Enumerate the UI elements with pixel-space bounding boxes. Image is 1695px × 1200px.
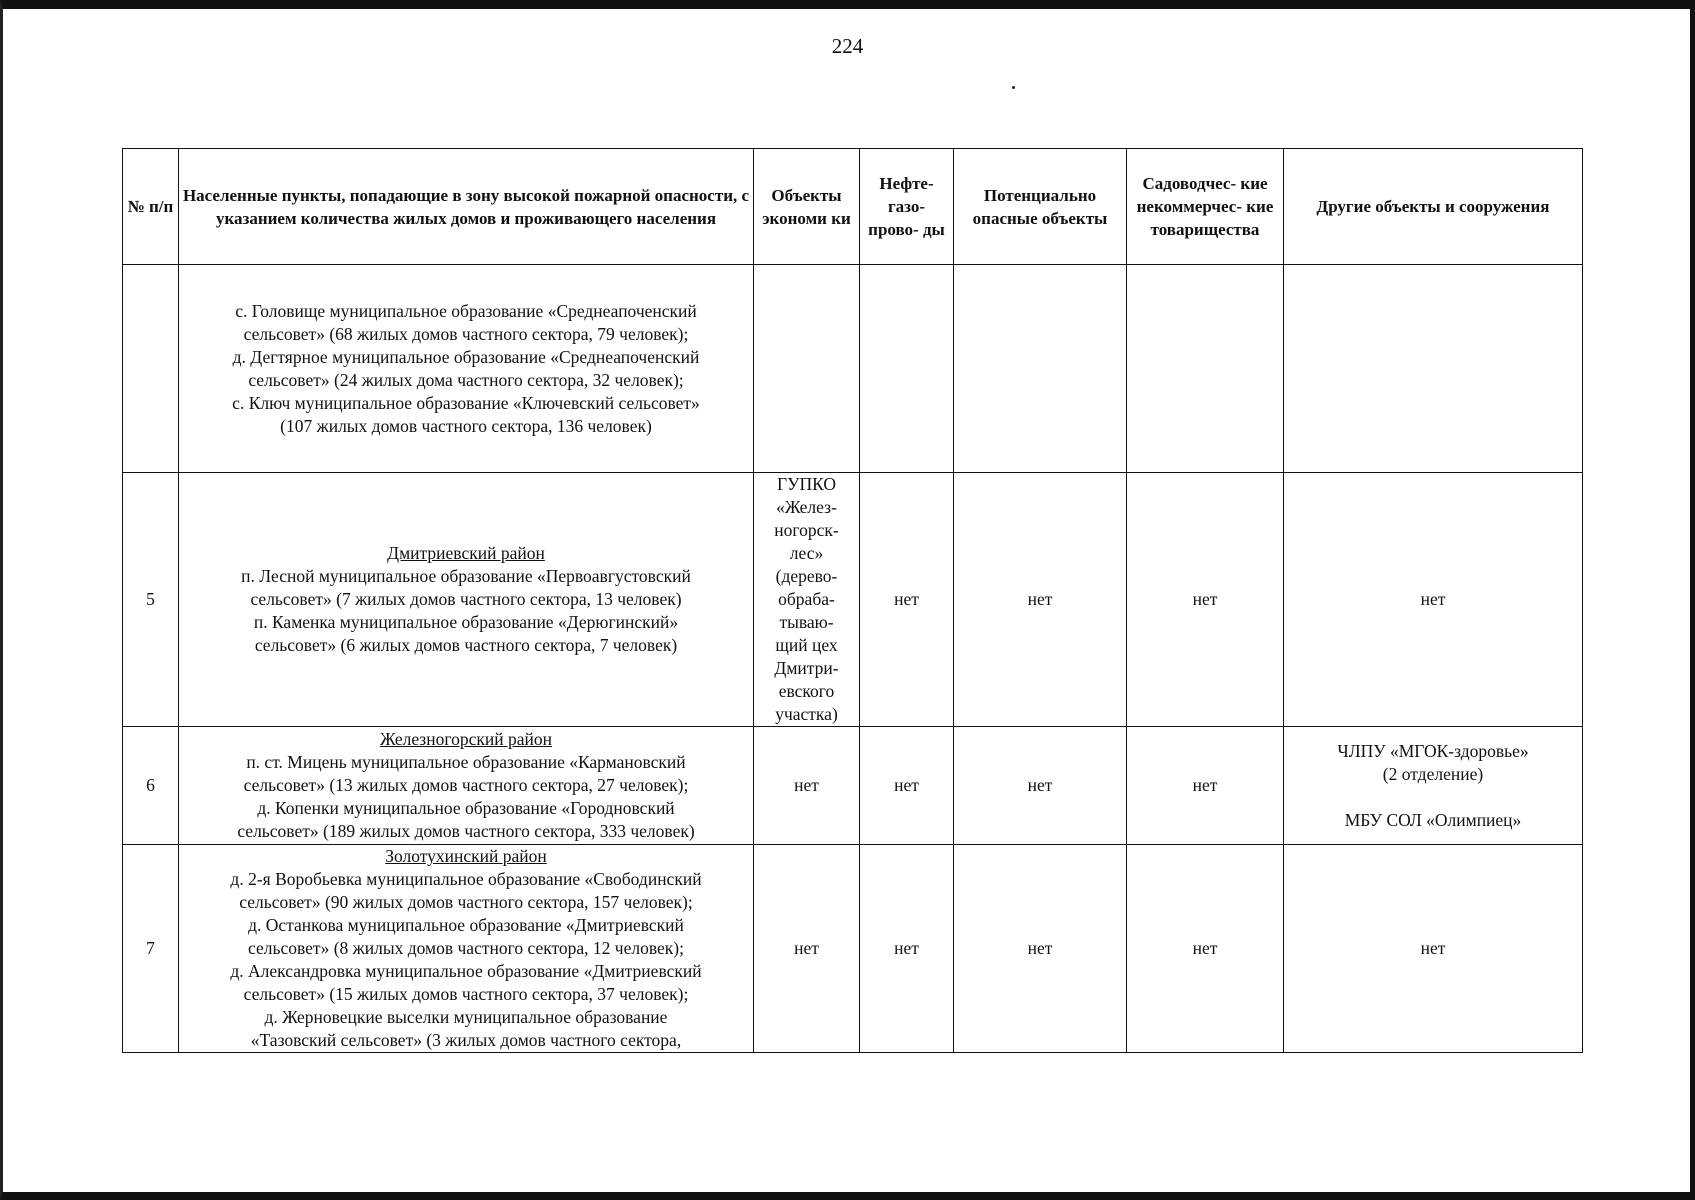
gardening-cell bbox=[1127, 265, 1284, 473]
hazardous-cell: нет bbox=[954, 845, 1127, 1053]
gardening-cell: нет bbox=[1127, 727, 1284, 845]
district-name: Железногорский район bbox=[380, 729, 552, 749]
locality-line: с. Головище муниципальное образование «Среднеапоченский bbox=[235, 300, 697, 321]
other-objects-cell bbox=[1284, 845, 1583, 1053]
locality-line: «Тазовский сельсовет» (3 жилых домов частного сектора, bbox=[250, 1030, 682, 1050]
pipelines-cell: нет bbox=[860, 845, 954, 1053]
locality-line: д. Останкова муниципальное образование «Дмитриевский bbox=[248, 915, 684, 935]
header-number: № п/п bbox=[123, 149, 179, 265]
localities-cell bbox=[179, 727, 754, 845]
economy-line: щий цех bbox=[775, 635, 838, 655]
economy-line: ногорск- bbox=[774, 520, 839, 540]
locality-line: п. Каменка муниципальное образование «Дерюгинский» bbox=[253, 612, 679, 632]
locality-line: сельсовет» (13 жилых домов частного сектора, 27 человек); bbox=[243, 775, 689, 795]
locality-line: сельсовет» (90 жилых домов частного сектора, 157 человек); bbox=[239, 892, 693, 912]
economy-line: ГУПКО bbox=[776, 474, 837, 494]
economy-line: «Желез- bbox=[776, 497, 837, 517]
scan-speck bbox=[1012, 86, 1015, 89]
other-object-line: нет bbox=[1420, 938, 1446, 958]
header-row bbox=[123, 149, 1583, 265]
locality-line: сельсовет» (15 жилых домов частного сектора, 37 человек); bbox=[243, 984, 689, 1004]
table-row bbox=[123, 265, 1583, 473]
locality-line: д. Копенки муниципальное образование «Городновский bbox=[257, 798, 675, 818]
row-number bbox=[123, 265, 179, 473]
locality-line: сельсовет» (189 жилых домов частного сектора, 333 человек) bbox=[237, 821, 695, 841]
other-object-line: нет bbox=[1420, 589, 1446, 609]
economy-line: обраба- bbox=[778, 589, 835, 609]
other-objects-cell bbox=[1284, 727, 1583, 845]
pipelines-cell bbox=[860, 265, 954, 473]
pipelines-cell: нет bbox=[860, 473, 954, 727]
locality-line: д. Александровка муниципальное образование «Дмитриевский bbox=[230, 961, 702, 981]
locality-line: сельсовет» (6 жилых домов частного сектора, 7 человек) bbox=[254, 635, 678, 655]
locality-line: сельсовет» (68 жилых домов частного сектора, 79 человек); bbox=[243, 323, 689, 344]
economy-line: тываю- bbox=[779, 612, 834, 632]
table-row bbox=[123, 727, 1583, 845]
locality-line: сельсовет» (24 жилых дома частного сектора, 32 человек); bbox=[248, 369, 684, 390]
economy-line: евского bbox=[778, 681, 835, 701]
district-name: Золотухинский район bbox=[385, 846, 547, 866]
row-number: 7 bbox=[123, 845, 179, 1053]
locality-line: д. Дегтярное муниципальное образование «Среднеапоченский bbox=[232, 346, 700, 367]
economy-cell bbox=[754, 845, 860, 1053]
other-objects-cell bbox=[1284, 473, 1583, 727]
localities-cell bbox=[179, 473, 754, 727]
economy-cell bbox=[754, 265, 860, 473]
row-number: 6 bbox=[123, 727, 179, 845]
table-row bbox=[123, 845, 1583, 1053]
page-number: 224 bbox=[831, 34, 864, 58]
economy-line: участка) bbox=[775, 704, 838, 724]
pipelines-cell: нет bbox=[860, 727, 954, 845]
hazardous-cell: нет bbox=[954, 727, 1127, 845]
economy-line: нет bbox=[794, 938, 819, 958]
economy-line: Дмитри- bbox=[774, 658, 839, 678]
hazardous-cell: нет bbox=[954, 473, 1127, 727]
locality-line: с. Ключ муниципальное образование «Ключевский сельсовет» bbox=[232, 392, 700, 413]
gardening-cell: нет bbox=[1127, 845, 1284, 1053]
localities-cell bbox=[179, 265, 754, 473]
locality-line: п. ст. Мицень муниципальное образование «Кармановский bbox=[246, 752, 686, 772]
header-gardening: Садоводчес- кие некоммерчес- кие товарищества bbox=[1127, 149, 1284, 265]
economy-cell bbox=[754, 727, 860, 845]
other-objects-cell bbox=[1284, 265, 1583, 473]
header-economy: Объекты экономи ки bbox=[754, 149, 860, 265]
other-object-line: (2 отделение) bbox=[1382, 763, 1484, 784]
locality-line: п. Лесной муниципальное образование «Первоавгустовский bbox=[241, 566, 691, 586]
economy-line: лес» bbox=[789, 543, 824, 563]
locality-line: сельсовет» (8 жилых домов частного сектора, 12 человек); bbox=[248, 938, 684, 958]
district-name: Дмитриевский район bbox=[387, 543, 545, 563]
header-hazardous: Потенциально опасные объекты bbox=[954, 149, 1127, 265]
hazardous-cell bbox=[954, 265, 1127, 473]
header-other: Другие объекты и сооружения bbox=[1284, 149, 1583, 265]
header-localities: Населенные пункты, попадающие в зону высокой пожарной опасности, с указанием количества жилых домов и проживающего населения bbox=[179, 149, 754, 265]
gardening-cell: нет bbox=[1127, 473, 1284, 727]
header-pipelines: Нефте- газо- прово- ды bbox=[860, 149, 954, 265]
locality-line: (107 жилых домов частного сектора, 136 человек) bbox=[280, 415, 652, 436]
locality-line: д. Жерновецкие выселки муниципальное образование bbox=[264, 1007, 668, 1027]
fire-hazard-table bbox=[122, 148, 1583, 1053]
other-object-line: ЧЛПУ «МГОК-здоровье» bbox=[1337, 740, 1529, 761]
economy-line: (дерево- bbox=[775, 566, 838, 586]
other-object-line: МБУ СОЛ «Олимпиец» bbox=[1344, 809, 1522, 830]
economy-cell bbox=[754, 473, 860, 727]
table-row bbox=[123, 473, 1583, 727]
localities-cell bbox=[179, 845, 754, 1053]
economy-line: нет bbox=[794, 775, 819, 795]
locality-line: д. 2-я Воробьевка муниципальное образование «Свободинский bbox=[230, 869, 702, 889]
blank-line bbox=[1287, 786, 1579, 809]
row-number: 5 bbox=[123, 473, 179, 727]
locality-line: сельсовет» (7 жилых домов частного сектора, 13 человек) bbox=[250, 589, 682, 609]
